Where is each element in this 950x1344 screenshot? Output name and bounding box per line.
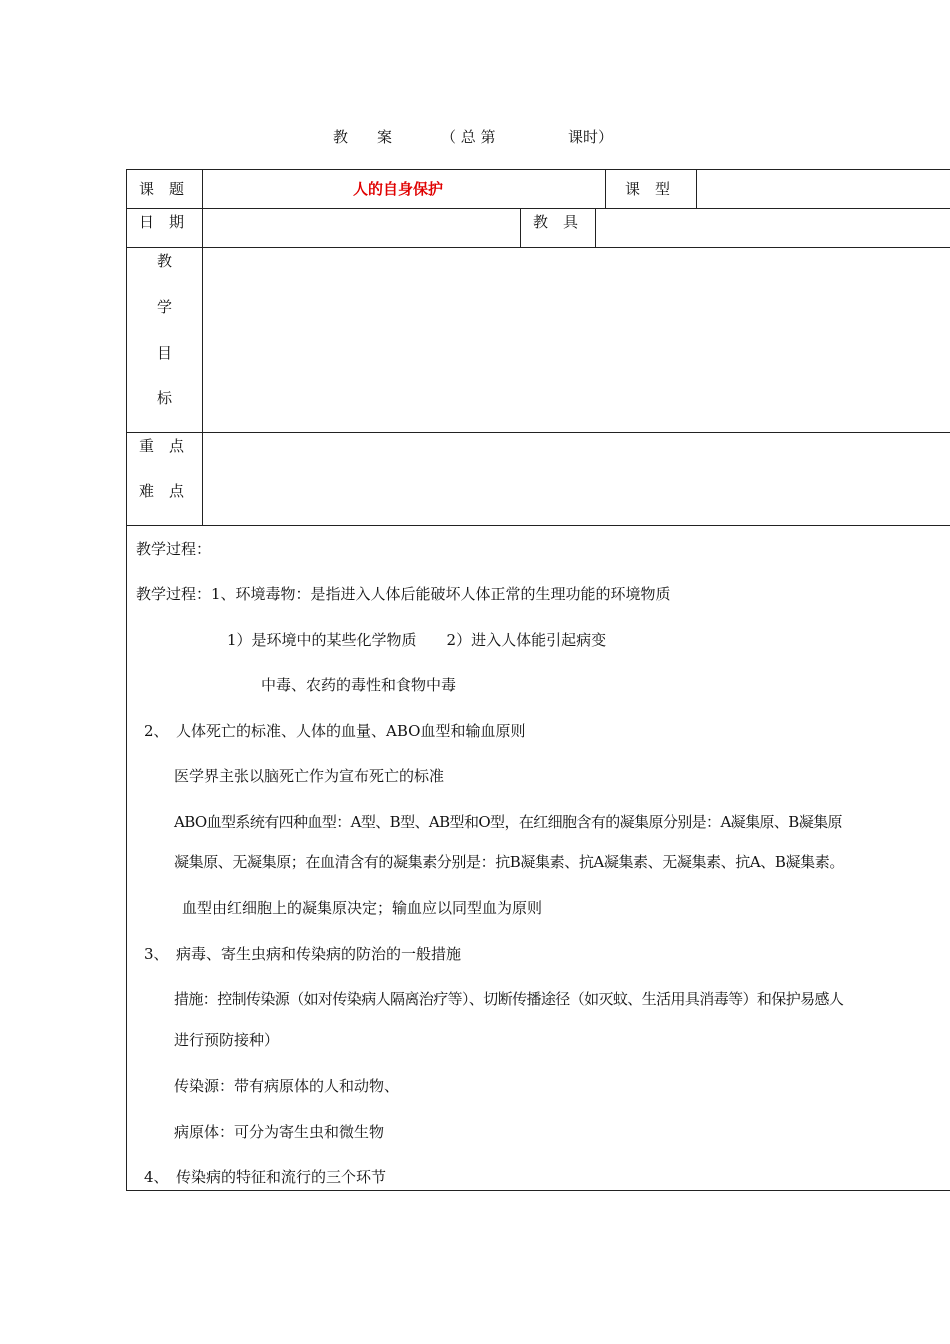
process-line: 血型由红细胞上的凝集原决定；输血应以同型血为原则 — [182, 899, 543, 917]
process-line: 中毒、农药的毒性和食物中毒 — [261, 676, 457, 694]
objectives-label-4: 标 — [157, 389, 173, 407]
process-line: 传染源：带有病原体的人和动物、 — [174, 1077, 400, 1095]
process-line: 1）是环境中的某些化学物质 2）进入人体能引起病变 — [227, 631, 607, 649]
lesson-title: 人的自身保护 — [353, 180, 444, 198]
kexing-label: 课 型 — [625, 180, 671, 198]
header-an: 案 — [377, 128, 393, 146]
process-line: 教学过程： — [136, 540, 212, 558]
key-points-label: 重 点 — [139, 437, 185, 455]
objectives-label-1: 教 — [157, 252, 173, 270]
header-jiao: 教 — [333, 128, 349, 146]
process-line: ABO血型系统有四种血型：A型、B型、AB型和O型，在红细胞含有的凝集原分别是：A凝集原、B凝集原 — [174, 813, 842, 831]
process-line: 病原体：可分为寄生虫和微生物 — [174, 1123, 385, 1141]
keti-label: 课 题 — [139, 180, 185, 198]
process-line: 医学界主张以脑死亡作为宣布死亡的标准 — [174, 767, 445, 785]
riqi-label: 日 期 — [139, 213, 185, 231]
header-total: （ 总 第 — [441, 128, 496, 146]
jiaoju-label: 教 具 — [533, 213, 579, 231]
process-line: 措施：控制传染源（如对传染病人隔离治疗等）、切断传播途径（如灭蚊、生活用具消毒等）和保护易感人 — [174, 990, 844, 1008]
header-keshi: 课时） — [568, 128, 614, 146]
objectives-label-2: 学 — [157, 298, 173, 316]
process-line: 凝集原、无凝集原；在血清含有的凝集素分别是：抗B凝集素、抗A凝集素、无凝集素、抗A、B凝集素。 — [174, 853, 844, 871]
process-line: 4、 传染病的特征和流行的三个环节 — [144, 1168, 387, 1186]
process-line: 教学过程：1、环境毒物：是指进入人体后能破坏人体正常的生理功能的环境物质 — [136, 585, 671, 603]
objectives-label-3: 目 — [157, 344, 173, 362]
process-line: 3、 病毒、寄生虫病和传染病的防治的一般措施 — [144, 945, 462, 963]
difficulties-label: 难 点 — [139, 482, 185, 500]
process-line: 2、 人体死亡的标准、人体的血量、ABO血型和输血原则 — [144, 722, 526, 740]
process-line: 进行预防接种） — [174, 1031, 280, 1049]
